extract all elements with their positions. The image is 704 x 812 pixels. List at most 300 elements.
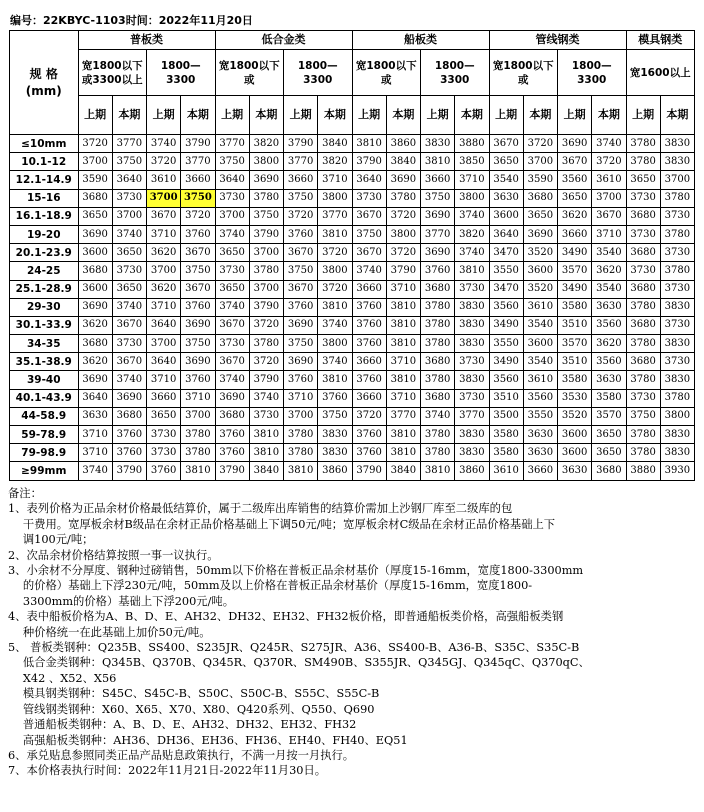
price-cell: 3740 (249, 389, 283, 407)
table-row (10, 153, 695, 171)
price-cell: 3620 (592, 262, 626, 280)
price-cell: 3790 (352, 153, 386, 171)
price-cell: 3720 (386, 244, 420, 262)
price-cell: 3680 (626, 207, 660, 225)
price-cell: 3680 (626, 316, 660, 334)
price-cell: 3780 (626, 153, 660, 171)
price-cell: 3830 (660, 371, 694, 389)
price-cell: 3730 (626, 389, 660, 407)
price-cell: 3710 (147, 371, 181, 389)
price-cell: 3690 (284, 353, 318, 371)
price-cell: 3830 (421, 135, 455, 153)
price-cell: 3720 (249, 353, 283, 371)
price-cell: 3600 (78, 280, 112, 298)
price-cell: 3730 (660, 353, 694, 371)
price-cell: 3580 (489, 426, 523, 444)
spec-cell: 39-40 (10, 371, 79, 389)
price-cell: 3670 (147, 207, 181, 225)
price-cell: 3690 (78, 225, 112, 243)
price-cell: 3630 (592, 371, 626, 389)
note-line: 3300mm的价格）基础上下浮200元/吨。 (8, 594, 234, 608)
price-cell: 3810 (421, 153, 455, 171)
price-cell: 3760 (147, 462, 181, 480)
price-cell: 3560 (489, 371, 523, 389)
price-cell: 3540 (523, 353, 557, 371)
price-cell: 3720 (592, 153, 626, 171)
price-cell: 3660 (421, 171, 455, 189)
price-cell: 3650 (592, 426, 626, 444)
group-header: 普板类 (78, 31, 215, 50)
price-cell: 3640 (147, 353, 181, 371)
period-prev-header: 上期 (421, 96, 455, 135)
price-cell: 3670 (489, 135, 523, 153)
price-cell: 3680 (78, 335, 112, 353)
price-cell: 3740 (592, 135, 626, 153)
table-row (10, 407, 695, 425)
price-cell: 3670 (112, 353, 146, 371)
price-cell: 3670 (284, 244, 318, 262)
note-line: 1、表列价格为正品余材价格最低结算价，属于二级库出库销售的结算价需加上沙钢厂库至二级库的包 (8, 502, 513, 516)
price-cell: 3730 (626, 225, 660, 243)
note-line: 高强船板类钢种：AH36、DH36、EH36、FH36、EH40、FH40、EQ51 (8, 733, 408, 747)
price-cell: 3550 (523, 407, 557, 425)
price-cell: 3490 (558, 244, 592, 262)
price-cell: 3730 (147, 426, 181, 444)
price-cell: 3840 (249, 462, 283, 480)
price-cell: 3710 (386, 280, 420, 298)
price-cell: 3830 (318, 444, 352, 462)
price-cell: 3740 (455, 244, 489, 262)
price-cell: 3780 (181, 426, 215, 444)
price-cell: 3700 (523, 153, 557, 171)
table-row (10, 135, 695, 153)
price-cell: 3660 (352, 280, 386, 298)
price-cell: 3790 (249, 298, 283, 316)
price-cell: 3710 (147, 298, 181, 316)
price-cell: 3760 (284, 371, 318, 389)
price-cell: 3850 (455, 153, 489, 171)
price-cell: 3600 (558, 426, 592, 444)
price-cell: 3660 (181, 171, 215, 189)
spec-cell: 25.1-28.9 (10, 280, 79, 298)
price-cell: 3680 (78, 189, 112, 207)
price-cell: 3830 (455, 298, 489, 316)
price-cell: 3700 (112, 207, 146, 225)
group-header: 管线钢类 (489, 31, 626, 50)
price-cell: 3830 (455, 426, 489, 444)
price-cell: 3540 (523, 316, 557, 334)
price-cell: 3690 (386, 171, 420, 189)
price-cell: 3790 (386, 262, 420, 280)
price-cell: 3720 (386, 207, 420, 225)
period-curr-header: 本期 (249, 96, 283, 135)
table-row (10, 262, 695, 280)
price-cell: 3760 (352, 444, 386, 462)
price-cell: 3780 (626, 298, 660, 316)
price-cell: 3700 (215, 207, 249, 225)
spec-cell: 35.1-38.9 (10, 353, 79, 371)
price-cell: 3730 (660, 244, 694, 262)
note-line: X42 、X52、X56 (8, 671, 117, 685)
price-cell: 3650 (215, 280, 249, 298)
price-cell: 3750 (284, 262, 318, 280)
price-cell: 3690 (284, 316, 318, 334)
price-cell: 3780 (660, 389, 694, 407)
price-cell: 3840 (386, 462, 420, 480)
price-cell: 3780 (284, 426, 318, 444)
price-cell: 3630 (523, 444, 557, 462)
price-cell: 3620 (78, 316, 112, 334)
spec-cell: 30.1-33.9 (10, 316, 79, 334)
width-header-row (10, 50, 695, 96)
price-cell: 3790 (181, 135, 215, 153)
price-cell: 3670 (592, 207, 626, 225)
note-line: 6、承兑贴息参照同类正品产品贴息政策执行，不满一月按一月执行。 (8, 748, 355, 762)
price-cell: 3810 (284, 462, 318, 480)
table-row (10, 371, 695, 389)
period-prev-header: 上期 (284, 96, 318, 135)
table-row (10, 280, 695, 298)
price-cell: 3650 (78, 207, 112, 225)
price-cell: 3640 (112, 171, 146, 189)
price-cell: 3730 (215, 189, 249, 207)
spec-cell: 44-58.9 (10, 407, 79, 425)
price-cell: 3760 (352, 426, 386, 444)
price-cell: 3830 (660, 335, 694, 353)
price-cell: 3620 (592, 335, 626, 353)
price-cell: 3790 (249, 225, 283, 243)
price-cell: 3750 (284, 189, 318, 207)
price-cell: 3680 (215, 407, 249, 425)
price-cell: 3680 (78, 262, 112, 280)
price-cell: 3650 (489, 153, 523, 171)
price-cell: 3820 (249, 135, 283, 153)
price-cell: 3740 (352, 262, 386, 280)
price-cell: 3750 (181, 262, 215, 280)
price-cell: 3680 (421, 353, 455, 371)
price-cell: 3660 (352, 389, 386, 407)
price-cell: 3810 (455, 262, 489, 280)
price-cell: 3780 (626, 426, 660, 444)
price-cell: 3580 (558, 371, 592, 389)
price-cell: 3750 (181, 335, 215, 353)
price-cell: 3780 (421, 371, 455, 389)
price-cell: 3510 (489, 389, 523, 407)
group-header-row (10, 31, 695, 50)
note-line: 模具钢类钢种：S45C、S45C-B、S50C、S50C-B、S55C、S55C-B (8, 687, 380, 701)
price-cell: 3690 (181, 353, 215, 371)
price-cell: 3740 (215, 225, 249, 243)
price-cell: 3710 (318, 171, 352, 189)
price-cell: 3690 (112, 389, 146, 407)
price-cell: 3660 (147, 389, 181, 407)
price-cell: 3880 (455, 135, 489, 153)
date-label: 时间： (125, 14, 159, 27)
price-cell: 3610 (489, 462, 523, 480)
price-cell: 3810 (318, 298, 352, 316)
price-cell: 3830 (660, 135, 694, 153)
price-cell: 3790 (215, 462, 249, 480)
price-cell: 3820 (455, 225, 489, 243)
price-cell: 3700 (78, 153, 112, 171)
price-cell: 3830 (455, 335, 489, 353)
table-row (10, 207, 695, 225)
spec-cell: ≥99mm (10, 462, 79, 480)
price-cell: 3670 (352, 244, 386, 262)
period-curr-header: 本期 (386, 96, 420, 135)
spec-cell: ≤10mm (10, 135, 79, 153)
price-cell: 3640 (78, 389, 112, 407)
price-cell: 3550 (489, 335, 523, 353)
price-cell: 3740 (78, 462, 112, 480)
price-cell: 3580 (558, 298, 592, 316)
price-cell: 3780 (660, 262, 694, 280)
price-cell: 3560 (489, 298, 523, 316)
price-cell: 3730 (455, 280, 489, 298)
width-header: 宽1800以下或 (352, 50, 421, 96)
price-cell: 3750 (626, 407, 660, 425)
price-cell: 3760 (352, 371, 386, 389)
price-cell: 3620 (147, 280, 181, 298)
price-cell: 3740 (215, 298, 249, 316)
period-prev-header: 上期 (489, 96, 523, 135)
price-cell: 3770 (215, 135, 249, 153)
price-cell: 3740 (318, 316, 352, 334)
table-row (10, 171, 695, 189)
price-cell: 3690 (523, 225, 557, 243)
price-cell: 3740 (421, 407, 455, 425)
price-cell: 3730 (660, 316, 694, 334)
price-cell: 3640 (215, 171, 249, 189)
note-line: 普通船板类钢种：A、B、D、E、AH32、DH32、EH32、FH32 (8, 718, 357, 732)
price-cell: 3730 (455, 353, 489, 371)
price-cell: 3540 (592, 280, 626, 298)
price-cell: 3780 (421, 444, 455, 462)
price-cell: 3650 (592, 444, 626, 462)
price-cell: 3580 (592, 389, 626, 407)
period-curr-header: 本期 (318, 96, 352, 135)
price-cell: 3670 (215, 316, 249, 334)
price-cell: 3600 (489, 207, 523, 225)
notes (8, 486, 698, 779)
price-cell: 3660 (523, 462, 557, 480)
price-cell: 3820 (318, 153, 352, 171)
price-cell: 3610 (523, 371, 557, 389)
price-cell: 3670 (112, 316, 146, 334)
width-header: 宽1600以上 (626, 50, 695, 96)
price-cell: 3730 (455, 389, 489, 407)
price-cell: 3490 (489, 353, 523, 371)
table-row (10, 335, 695, 353)
price-cell: 3600 (558, 444, 592, 462)
price-cell: 3490 (489, 316, 523, 334)
group-header: 船板类 (352, 31, 489, 50)
price-cell: 3810 (386, 316, 420, 334)
price-cell: 3730 (112, 335, 146, 353)
price-cell: 3640 (489, 225, 523, 243)
price-cell: 3860 (318, 462, 352, 480)
price-cell: 3750 (318, 407, 352, 425)
price-cell: 3640 (352, 171, 386, 189)
price-cell: 3660 (284, 171, 318, 189)
price-cell: 3710 (78, 444, 112, 462)
price-cell: 3570 (558, 335, 592, 353)
price-cell: 3730 (215, 262, 249, 280)
doc-number: 22KBYC-1103 (43, 14, 126, 27)
table-row (10, 244, 695, 262)
price-cell: 3630 (558, 462, 592, 480)
price-cell: 3650 (112, 280, 146, 298)
price-cell: 3760 (284, 298, 318, 316)
price-cell: 3730 (352, 189, 386, 207)
header-line (10, 12, 253, 28)
price-cell: 3670 (181, 244, 215, 262)
table-row (10, 316, 695, 334)
spec-unit: (mm) (25, 83, 62, 98)
price-cell: 3740 (147, 135, 181, 153)
price-cell: 3760 (112, 426, 146, 444)
price-cell: 3690 (215, 389, 249, 407)
price-cell: 3780 (284, 444, 318, 462)
price-cell: 3610 (147, 171, 181, 189)
price-cell: 3810 (249, 444, 283, 462)
price-cell: 3800 (318, 189, 352, 207)
spec-cell: 79-98.9 (10, 444, 79, 462)
price-cell: 3790 (352, 462, 386, 480)
price-cell: 3680 (626, 353, 660, 371)
price-cell: 3700 (660, 171, 694, 189)
price-cell: 3770 (421, 225, 455, 243)
price-cell: 3560 (592, 316, 626, 334)
price-cell: 3550 (489, 262, 523, 280)
price-cell: 3510 (558, 353, 592, 371)
price-cell: 3730 (660, 280, 694, 298)
price-cell: 3720 (352, 407, 386, 425)
price-cell: 3720 (78, 135, 112, 153)
spec-cell: 10.1-12 (10, 153, 79, 171)
price-cell: 3720 (318, 244, 352, 262)
period-prev-header: 上期 (352, 96, 386, 135)
period-curr-header: 本期 (455, 96, 489, 135)
price-cell: 3710 (455, 171, 489, 189)
price-cell: 3680 (626, 244, 660, 262)
price-cell: 3710 (78, 426, 112, 444)
price-cell: 3740 (215, 371, 249, 389)
table-row (10, 444, 695, 462)
price-cell: 3530 (558, 389, 592, 407)
price-cell: 3750 (352, 225, 386, 243)
price-cell: 3720 (318, 280, 352, 298)
price-cell: 3830 (660, 426, 694, 444)
price-cell: 3670 (181, 280, 215, 298)
notes-title: 备注： (8, 487, 42, 500)
price-cell: 3760 (318, 389, 352, 407)
spec-cell: 29-30 (10, 298, 79, 316)
price-cell: 3810 (386, 335, 420, 353)
price-cell: 3730 (249, 407, 283, 425)
period-curr-header: 本期 (592, 96, 626, 135)
period-prev-header: 上期 (147, 96, 181, 135)
price-cell: 3810 (386, 426, 420, 444)
width-header: 1800—3300 (284, 50, 353, 96)
price-cell: 3690 (249, 171, 283, 189)
price-cell: 3690 (558, 135, 592, 153)
price-cell: 3760 (181, 298, 215, 316)
price-cell: 3570 (558, 262, 592, 280)
price-cell: 3630 (592, 298, 626, 316)
price-cell: 3760 (215, 444, 249, 462)
price-cell: 3630 (489, 189, 523, 207)
price-cell: 3740 (112, 371, 146, 389)
period-prev-header: 上期 (558, 96, 592, 135)
price-cell: 3720 (523, 135, 557, 153)
price-cell: 3760 (352, 298, 386, 316)
price-cell: 3750 (112, 153, 146, 171)
price-cell: 3520 (523, 280, 557, 298)
note-line: 的价格）基础上下浮230元/吨，50mm及以上价格在普板正品余材基价（厚度15-16mm，宽度1800- (8, 579, 533, 593)
price-cell: 3780 (249, 189, 283, 207)
price-cell: 3730 (147, 444, 181, 462)
price-cell: 3760 (352, 316, 386, 334)
price-cell: 3760 (112, 444, 146, 462)
doc-date: 2022年11月20日 (158, 14, 253, 27)
price-cell: 3520 (558, 407, 592, 425)
price-cell: 3590 (78, 171, 112, 189)
price-cell: 3800 (386, 225, 420, 243)
price-cell: 3650 (523, 207, 557, 225)
price-cell: 3470 (489, 244, 523, 262)
price-cell: 3740 (318, 353, 352, 371)
spec-cell: 19-20 (10, 225, 79, 243)
price-cell: 3860 (455, 462, 489, 480)
price-cell: 3770 (455, 407, 489, 425)
table-body (10, 135, 695, 481)
price-cell: 3780 (660, 189, 694, 207)
table-row (10, 189, 695, 207)
spec-cell: 12.1-14.9 (10, 171, 79, 189)
spec-cell: 24-25 (10, 262, 79, 280)
price-cell: 3780 (660, 225, 694, 243)
price-cell: 3760 (421, 262, 455, 280)
price-cell: 3790 (284, 135, 318, 153)
price-cell: 3580 (489, 444, 523, 462)
table-row (10, 353, 695, 371)
price-cell: 3810 (249, 426, 283, 444)
spec-cell: 16.1-18.9 (10, 207, 79, 225)
note-line: 7、本价格表执行时间：2022年11月21日-2022年11月30日。 (8, 764, 327, 778)
spec-cell: 40.1-43.9 (10, 389, 79, 407)
price-cell: 3730 (215, 335, 249, 353)
price-cell: 3770 (386, 407, 420, 425)
table-row (10, 225, 695, 243)
price-cell: 3620 (78, 353, 112, 371)
price-cell: 3810 (421, 462, 455, 480)
price-cell: 3720 (249, 316, 283, 334)
price-cell: 3740 (112, 298, 146, 316)
price-cell: 3800 (318, 335, 352, 353)
group-header: 模具钢类 (626, 31, 695, 50)
price-cell: 3590 (523, 171, 557, 189)
price-cell: 3790 (112, 462, 146, 480)
note-line: 5、 普板类钢种：Q235B、SS400、S235JR、Q245R、S275JR、A36、SS400-B、A36-B、S35C、S35C-B (8, 641, 580, 655)
price-cell: 3610 (523, 298, 557, 316)
width-header: 宽1800以下或 (489, 50, 558, 96)
price-cell: 3560 (523, 389, 557, 407)
price-cell: 3880 (626, 462, 660, 480)
price-cell: 3750 (181, 189, 215, 207)
note-line: 管线钢类钢种：X60、X65、X70、X80、Q420系列、Q550、Q690 (8, 702, 375, 716)
price-cell: 3700 (592, 189, 626, 207)
